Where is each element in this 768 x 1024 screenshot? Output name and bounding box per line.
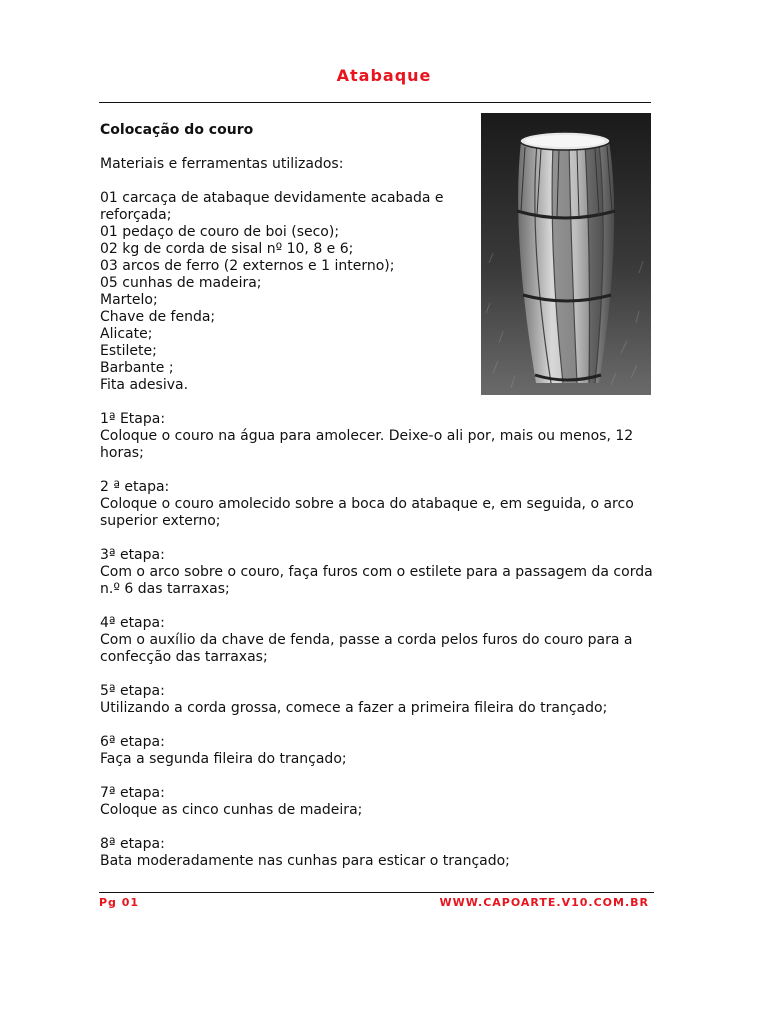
step-text: Com o arco sobre o couro, faça furos com o estilete para a passagem da corda n.º 6 das tarraxas; xyxy=(100,564,653,597)
list-item: Estilete; xyxy=(100,343,157,359)
list-item: Fita adesiva. xyxy=(100,377,189,393)
step-label: 2 ª etapa: xyxy=(100,479,170,495)
footer-divider xyxy=(99,892,654,893)
step-6 xyxy=(100,734,670,768)
step-7 xyxy=(100,785,670,819)
list-item: Chave de fenda; xyxy=(100,309,216,325)
page-title: Atabaque xyxy=(336,66,432,85)
step-8 xyxy=(100,836,670,870)
list-item: reforçada; xyxy=(100,207,172,223)
step-label: 5ª etapa: xyxy=(100,683,165,699)
title-divider xyxy=(99,102,651,103)
step-4 xyxy=(100,615,670,666)
footer-website-link[interactable]: WWW.CAPOARTE.V10.COM.BR xyxy=(439,896,649,909)
step-1 xyxy=(100,411,670,462)
step-text: Coloque o couro amolecido sobre a boca do atabaque e, em seguida, o arco superior externo; xyxy=(100,496,634,529)
list-item: Barbante ; xyxy=(100,360,174,376)
list-item: 01 carcaça de atabaque devidamente acabada e xyxy=(100,190,444,206)
step-2 xyxy=(100,479,670,530)
page-number: Pg 01 xyxy=(99,896,140,909)
step-label: 4ª etapa: xyxy=(100,615,165,631)
step-label: 8ª etapa: xyxy=(100,836,165,852)
list-item: 05 cunhas de madeira; xyxy=(100,275,262,291)
section-heading: Colocação do couro xyxy=(100,122,254,138)
step-text: Bata moderadamente nas cunhas para esticar o trançado; xyxy=(100,853,510,869)
step-text: Utilizando a corda grossa, comece a fazer a primeira fileira do trançado; xyxy=(100,700,608,716)
materials-list xyxy=(100,190,460,394)
list-item: 03 arcos de ferro (2 externos e 1 interno); xyxy=(100,258,395,274)
list-item: Martelo; xyxy=(100,292,158,308)
step-text: Coloque as cinco cunhas de madeira; xyxy=(100,802,363,818)
step-label: 3ª etapa: xyxy=(100,547,165,563)
step-5 xyxy=(100,683,670,717)
step-label: 7ª etapa: xyxy=(100,785,165,801)
materials-intro: Materiais e ferramentas utilizados: xyxy=(100,156,344,172)
list-item: 02 kg de corda de sisal nº 10, 8 e 6; xyxy=(100,241,354,257)
step-text: Com o auxílio da chave de fenda, passe a corda pelos furos do couro para a confecção das tarraxas; xyxy=(100,632,633,665)
step-text: Coloque o couro na água para amolecer. Deixe-o ali por, mais ou menos, 12 horas; xyxy=(100,428,634,461)
step-label: 6ª etapa: xyxy=(100,734,165,750)
list-item: Alicate; xyxy=(100,326,153,342)
document-body xyxy=(100,122,670,887)
step-3 xyxy=(100,547,670,598)
step-label: 1ª Etapa: xyxy=(100,411,166,427)
step-text: Faça a segunda fileira do trançado; xyxy=(100,751,347,767)
list-item: 01 pedaço de couro de boi (seco); xyxy=(100,224,340,240)
